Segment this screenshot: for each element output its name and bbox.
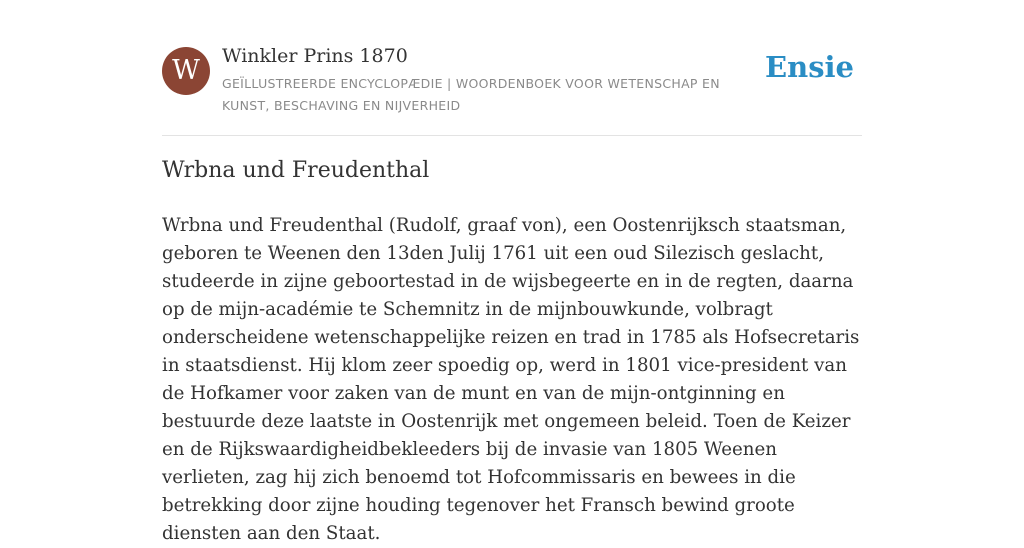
entry-body: Wrbna und Freudenthal (Rudolf, graaf von), een Oostenrijksch staatsman, geboren te Weenen den 13den Julij 1761 uit een oud Silezisch geslacht, studeerde in zijne geboortestad in de wijsbegeerte en in de regten, daarna op de mijn-académie te Schemnitz in de mijnbouwkunde, volbragt onderscheidene wetenschappelijke reizen en trad in 1785 als Hofsecretaris in staatsdienst. Hij klom zeer spoedig op, werd in 1801 vice-president van de Hofkamer voor zaken van de munt en van de mijn-ontginning en bestuurde deze laatste in Oostenrijk met ongemeen beleid. Toen de Keizer en de Rijkswaardigheidbekleeders bij de invasie van 1805 Weenen verlieten, zag hij zich benoemd tot Hofcommissaris en bewees in die betrekking door zijne houding tegenover het Fransch bewind groote diensten aan den Staat. xyxy=(162,215,860,544)
source-title[interactable]: Winkler Prins 1870 xyxy=(222,45,408,67)
header-divider xyxy=(162,135,862,136)
source-header xyxy=(162,44,862,116)
ensie-logo[interactable]: Ensie xyxy=(765,50,854,84)
entry-title: Wrbna und Freudenthal xyxy=(162,158,430,183)
source-avatar[interactable]: W xyxy=(162,47,210,95)
source-subtitle: GEÏLLUSTREERDE ENCYCLOPÆDIE | WOORDENBOEK VOOR WETENSCHAP EN KUNST, BESCHAVING EN NIJVERHEID xyxy=(222,76,720,113)
